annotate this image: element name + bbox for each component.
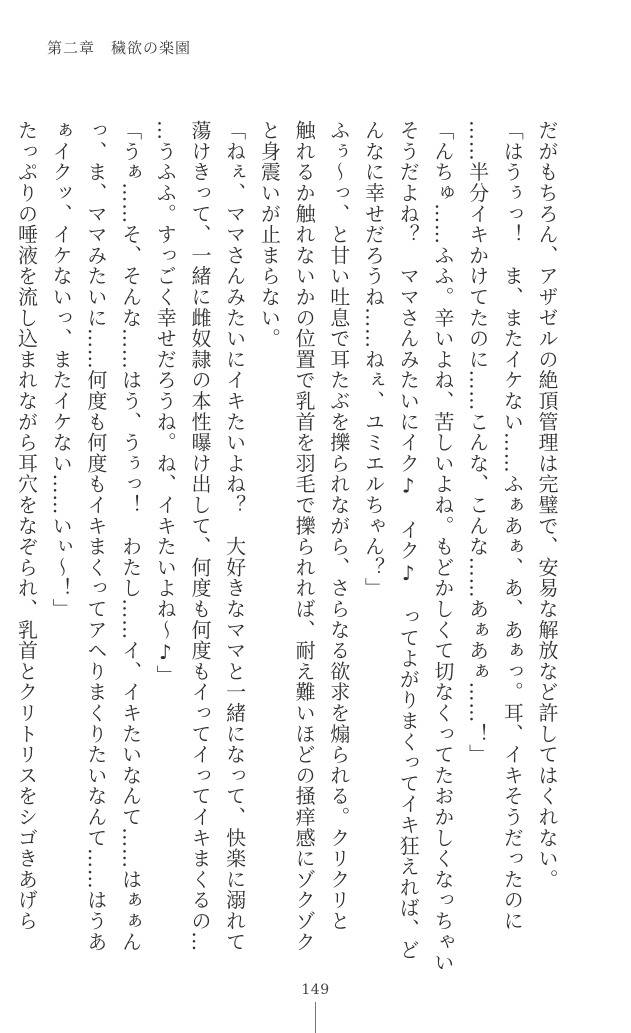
text-line: 蕩けきって、一緒に雌奴隷の本性曝け出して、何度も何度もイってイってイキまくるの… <box>187 120 212 952</box>
chapter-title: 穢欲の楽園 <box>111 39 192 57</box>
text-line: だがもちろん、アザゼルの絶頂管理は完璧で、安易な解放など許してはくれない。 <box>535 120 559 890</box>
chapter-label: 第二章 <box>47 39 96 57</box>
page-divider-line <box>315 1002 316 1033</box>
text-line: 触れるか触れないかの位置で乳首を羽毛で擽られれば、耐え難いほどの掻痒感にゾクゾク <box>292 120 317 952</box>
page-number: 149 <box>301 982 330 998</box>
text-line: っ、ま、ママみたいに……何度も何度もイキまくってアヘりまくりたいなんて……はうあ <box>83 120 108 952</box>
text-line: …うふふ。すっごく幸せだろうね。ね、イキたいよね〜♪」 <box>153 120 178 686</box>
text-line: そうだよね？ ママさんみたいにイク♪ イク♪ ってよがりまくってイキ狂えれば、ど <box>396 120 421 960</box>
text-line: ぁイクッ、イケないっ、またイケない……いぃ〜！」 <box>49 120 74 620</box>
vertical-body-text <box>14 120 564 973</box>
text-line: 「はうぅっ！ ま、またイケない……ふぁあぁ、あ、あぁっ。耳、イキそうだったのに <box>500 120 525 932</box>
text-line: 「ねぇ、ママさんみたいにイキたいよね？ 大好きなママと一緒になって、快楽に溺れて <box>222 120 247 952</box>
text-line: 「うぁ……そ、そんな……はう、うぅっ！ わたし……イ、イキたいなんて……はぁぁん <box>118 120 143 952</box>
text-line: 「んちゅ……ふふ。辛いよね、苦しいよね。もどかしくて切なくってたおかしくなっちゃい <box>430 120 455 973</box>
text-line: ……半分イキかけてたのに……こんな、こんな……あぁあぁ……！」 <box>465 120 490 765</box>
text-line: ふぅ〜っ、と甘い吐息で耳たぶを擽られながら、さらなる欲求を煽られる。クリクリと <box>326 120 351 932</box>
text-line: たっぷりの唾液を流し込まれながら耳穴をなぞられ、乳首とクリトリスをシゴきあげら <box>14 120 39 932</box>
text-line: と身震いが止まらない。 <box>257 120 282 349</box>
text-line: んなに幸せだろうね……ねぇ、ユミエルちゃん？」 <box>361 120 386 599</box>
running-header <box>47 37 191 58</box>
